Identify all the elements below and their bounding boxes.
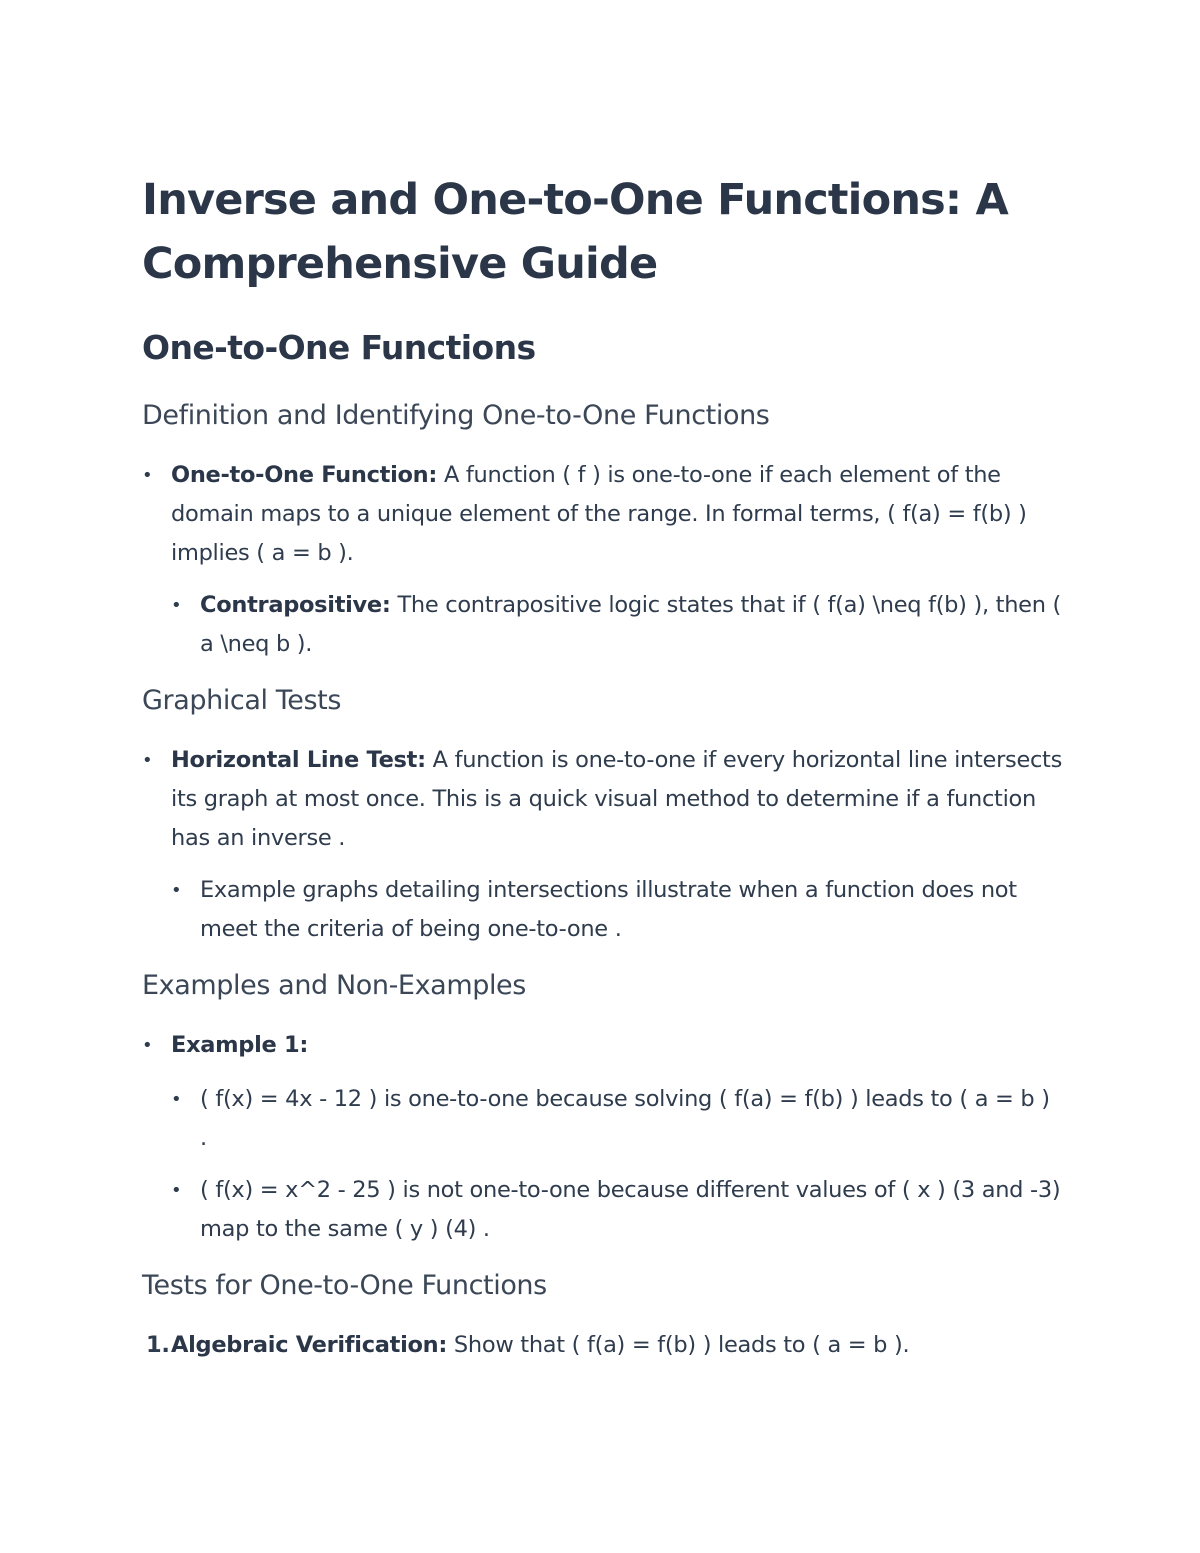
term-label: Algebraic Verification: [171, 1332, 448, 1358]
document-title: Inverse and One-to-One Functions: A Comprehensive Guide [142, 175, 1008, 289]
item-text: ( f(x) = x^2 - 25 ) is not one-to-one because different values of ( x ) (3 and -3) map to the same ( y ) (4) . [200, 1177, 1061, 1242]
list-item [142, 1080, 1062, 1158]
subheading-examples: Examples and Non-Examples [142, 970, 526, 1001]
graphical-list [142, 741, 1062, 949]
bullet-icon: • [142, 465, 153, 486]
bullet-icon: • [171, 595, 182, 616]
list-item [142, 1171, 1062, 1249]
term-label: Horizontal Line Test: [171, 747, 426, 773]
item-text: The contrapositive logic states that if ( f(a) \neq f(b) ), then ( a \neq b ). [200, 592, 1061, 657]
item-text: Show that ( f(a) = f(b) ) leads to ( a = b ). [447, 1332, 910, 1358]
list-item [142, 1326, 1062, 1365]
bullet-icon: • [171, 1180, 182, 1201]
list-item [142, 871, 1062, 949]
list-item [142, 456, 1062, 573]
term-label: One-to-One Function: [171, 462, 438, 488]
list-item [142, 1026, 1062, 1065]
term-label: Example 1: [171, 1032, 309, 1058]
bullet-icon: • [142, 1035, 153, 1056]
list-item [142, 741, 1062, 858]
term-label: Contrapositive: [200, 592, 391, 618]
item-text: Example graphs detailing intersections illustrate when a function does not meet the criteria of being one-to-one . [200, 877, 1017, 942]
examples-list [142, 1026, 1062, 1249]
document-page [142, 168, 1062, 1365]
definition-list [142, 456, 1062, 664]
list-item [142, 586, 1062, 664]
bullet-icon: • [171, 880, 182, 901]
list-number: 1. [146, 1332, 170, 1358]
item-text: A function is one-to-one if every horizontal line intersects its graph at most once. This is a quick visual method to determine if a function has an inverse . [171, 747, 1063, 851]
bullet-icon: • [171, 1089, 182, 1110]
item-text: A function ( f ) is one-to-one if each element of the domain maps to a unique element of the range. In formal terms, ( f(a) = f(b) ) implies ( a = b ). [171, 462, 1027, 566]
subheading-tests: Tests for One-to-One Functions [142, 1270, 547, 1301]
bullet-icon: • [142, 750, 153, 771]
subheading-graphical-tests: Graphical Tests [142, 685, 342, 716]
section-heading-one-to-one: One-to-One Functions [142, 328, 536, 367]
item-text: ( f(x) = 4x - 12 ) is one-to-one because solving ( f(a) = f(b) ) leads to ( a = b ) . [200, 1086, 1050, 1151]
tests-list [142, 1326, 1062, 1365]
subheading-definition: Definition and Identifying One-to-One Functions [142, 400, 770, 431]
